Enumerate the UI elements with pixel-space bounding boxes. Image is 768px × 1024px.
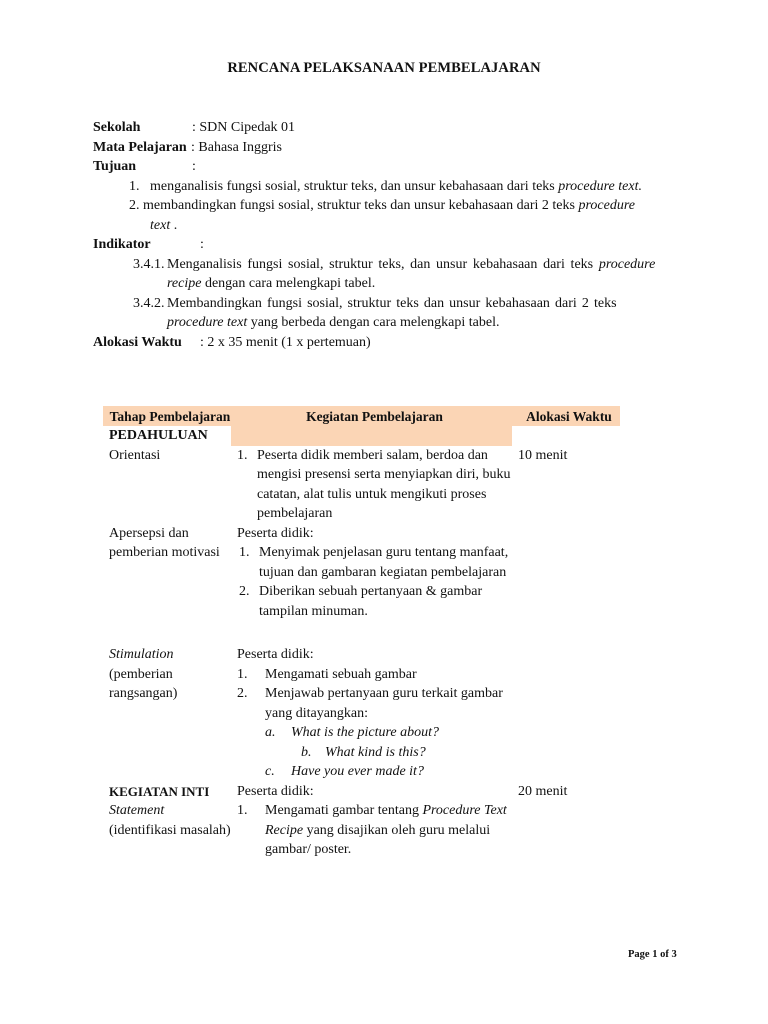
indikator-row <box>93 235 683 255</box>
tujuan-label: Tujuan <box>93 159 137 174</box>
tujuan-row <box>93 157 683 177</box>
alokasi-row <box>93 333 683 353</box>
tahap-apersepsi: Apersepsi dan pemberian motivasi <box>109 525 220 560</box>
tujuan-item: 2. membandingkan fungsi sosial, struktur teks dan unsur kebahasaan dari 2 teks procedure <box>129 198 635 213</box>
table-row: KEGIATAN INTI Statement (identifikasi masalah) Peserta didik: 1. Mengamati gambar tentang Procedure Text Recipe yang disajikan oleh guru melalui gambar/ poster. 20 menit <box>103 782 620 860</box>
section-inti: KEGIATAN INTI <box>109 783 210 799</box>
page-number: Page 1 of 3 <box>628 949 677 960</box>
sekolah-value: : SDN Cipedak 01 <box>192 120 296 135</box>
mapel-label: Mata Pelajaran <box>93 139 187 155</box>
sekolah-label: Sekolah <box>93 120 141 135</box>
lesson-header: Sekolah : SDN Cipedak 01 Mata Pelajaran : Bahasa Inggris Tujuan : 1. menganalisis fungsi sosial, struktur teks, dan unsur kebahasaan dari teks procedure text. 2. membandingkan fungsi sosial, struktur teks dan unsur kebahasaan dari 2 teks procedure text . Indikator : 3.4.1. Menganalisis fungsi sosial, struktur teks, dan unsur kebahasaan dari teks procedure recipe dengan cara melengkapi tabel. 3.4.2. Membandingkan fungsi sosial, struktur teks dan unsur kebahasaan dari 2 teks procedure text yang berbeda dengan cara melengkapi tabel. Alokasi Waktu : 2 x 35 menit (1 x pertemuan) <box>93 118 683 352</box>
mapel-value: : Bahasa Inggris <box>191 139 282 155</box>
document-title: RENCANA PELAKSANAAN PEMBELAJARAN <box>227 60 541 76</box>
list-item: 1. Mengamati sebuah gambar <box>237 666 417 682</box>
list-item: 2. Menjawab pertanyaan guru terkait gambar yang ditayangkan: <box>237 686 503 721</box>
table-header-row <box>103 406 620 426</box>
tahap-statement: Statement <box>109 803 165 818</box>
list-item: 2. Diberikan sebuah pertanyaan & gambar tampilan minuman. <box>239 584 483 619</box>
list-item: 1. Peserta didik memberi salam, berdoa dan mengisi presensi serta menyiapkan diri, buku catatan, alat tulis untuk mengikuti proses pembelajaran <box>237 447 511 521</box>
header-kegiatan: Kegiatan Pembelajaran <box>231 406 512 426</box>
alokasi-value: : 2 x 35 menit (1 x pertemuan) <box>200 334 371 350</box>
indikator-item: 3.4.1. Menganalisis fungsi sosial, struktur teks, dan unsur kebahasaan dari teks procedure <box>133 256 656 272</box>
waktu-inti: 20 menit <box>518 783 568 799</box>
question-item: b. What kind is this? <box>301 744 426 760</box>
header-tahap: Tahap Pembelajaran <box>103 406 231 426</box>
question-item: c. Have you ever made it? <box>265 764 424 779</box>
indikator-label: Indikator <box>93 237 151 252</box>
table-row <box>103 446 620 524</box>
table-row <box>103 426 620 446</box>
tujuan-colon: : <box>192 159 196 174</box>
question-item: a. What is the picture about? <box>265 725 440 740</box>
list-item: 1. Menyimak penjelasan guru tentang manfaat, tujuan dan gambaran kegiatan pembelajaran <box>239 545 509 580</box>
header-alokasi: Alokasi Waktu <box>512 406 620 426</box>
tahap-orientasi: Orientasi <box>109 447 161 463</box>
table-row: Stimulation (pemberian rangsangan) Peserta didik: 1. Mengamati sebuah gambar 2. Menjawab pertanyaan guru terkait gambar yang ditayangkan: a. What is the picture about? b. What kind is this? c. Have you ever made it? <box>103 645 620 782</box>
section-pendahuluan: PEDAHULUAN <box>109 428 208 443</box>
mapel-row <box>93 138 683 158</box>
tahap-stimulation: Stimulation <box>109 647 174 662</box>
list-item: 1. Mengamati gambar tentang Procedure Text Recipe yang disajikan oleh guru melalui gambar/ poster. <box>237 803 507 857</box>
indikator-item: 3.4.2. Membandingkan fungsi sosial, struktur teks dan unsur kebahasaan dari 2 teks <box>133 295 617 311</box>
waktu-orientasi: 10 menit <box>518 447 568 463</box>
alokasi-label: Alokasi Waktu <box>93 334 182 350</box>
lesson-table <box>103 406 620 860</box>
sekolah-row <box>93 118 683 138</box>
table-row: Apersepsi dan pemberian motivasi Peserta didik: 1. Menyimak penjelasan guru tentang manfaat, tujuan dan gambaran kegiatan pembelajaran 2. Diberikan sebuah pertanyaan & gambar tampilan minuman. <box>103 524 620 646</box>
indikator-colon: : <box>200 237 204 252</box>
tujuan-item: 1. menganalisis fungsi sosial, struktur teks, dan unsur kebahasaan dari teks procedure text. <box>129 178 642 194</box>
